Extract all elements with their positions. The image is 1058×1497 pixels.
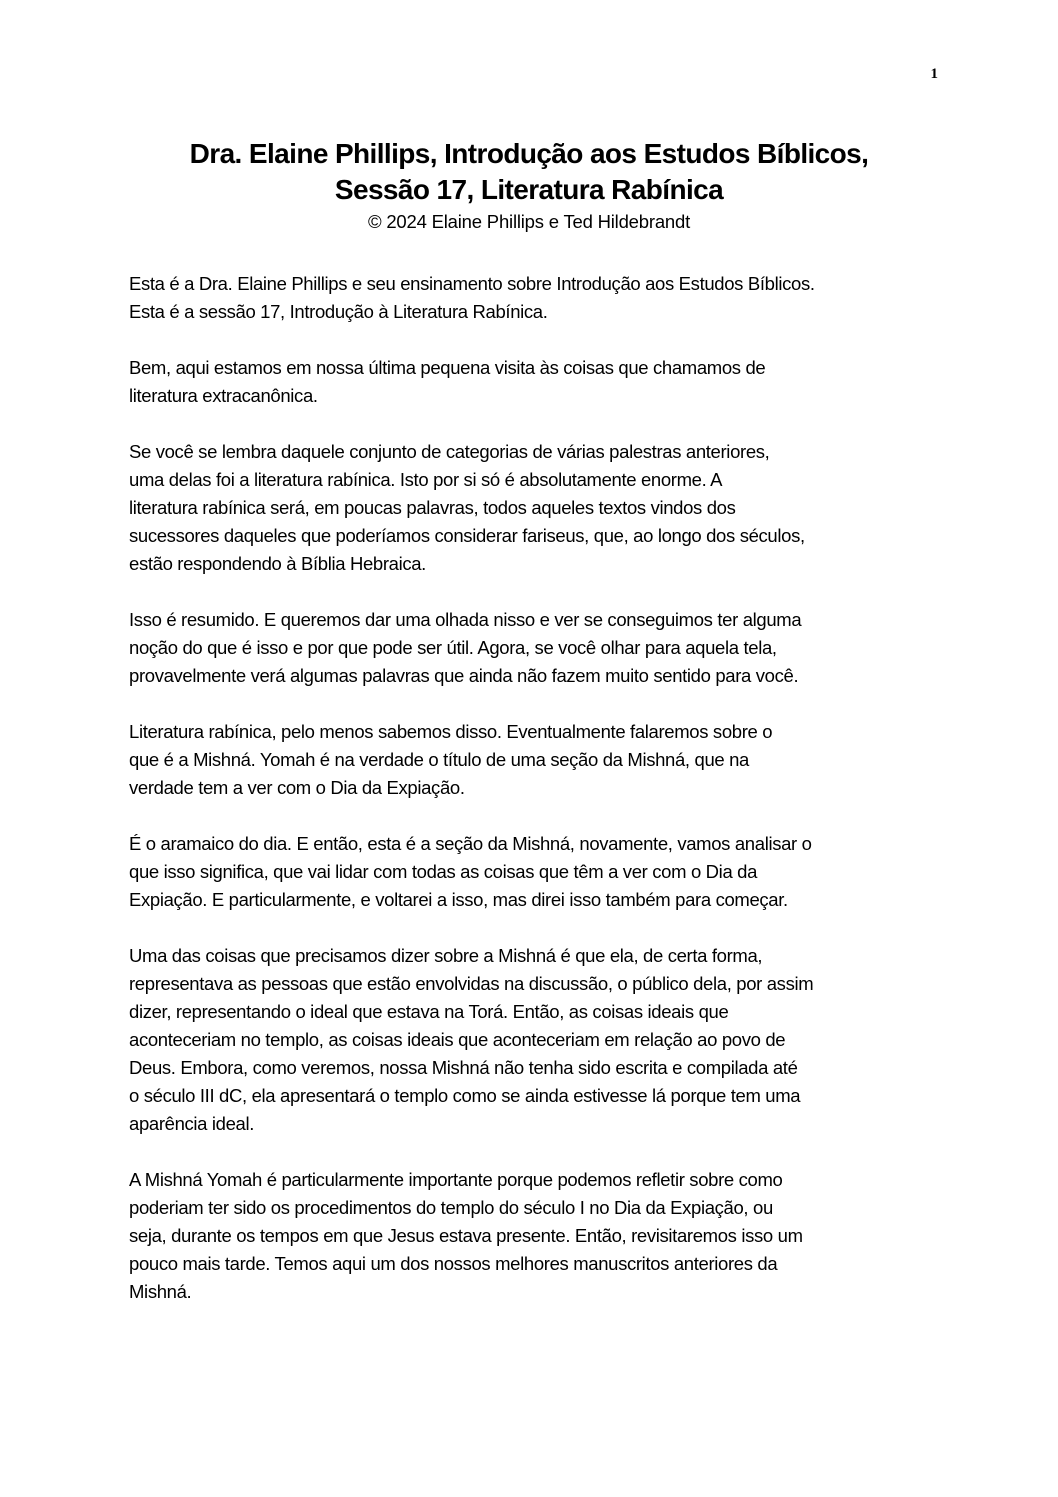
- text-line: Deus. Embora, como veremos, nossa Mishná não tenha sido escrita e compilada até: [129, 1057, 798, 1078]
- text-line: A Mishná Yomah é particularmente importante porque podemos refletir sobre como: [129, 1169, 783, 1190]
- paragraph: [129, 830, 929, 914]
- text-line: Se você se lembra daquele conjunto de categorias de várias palestras anteriores,: [129, 441, 770, 462]
- paragraph: [129, 1166, 929, 1306]
- paragraph: [129, 438, 929, 578]
- text-line: Esta é a sessão 17, Introdução à Literatura Rabínica.: [129, 301, 548, 322]
- copyright-notice: © 2024 Elaine Phillips e Ted Hildebrandt: [367, 211, 691, 232]
- text-line: É o aramaico do dia. E então, esta é a seção da Mishná, novamente, vamos analisar o: [129, 833, 812, 854]
- text-line: seja, durante os tempos em que Jesus estava presente. Então, revisitaremos isso um: [129, 1225, 803, 1246]
- text-line: sucessores daqueles que poderíamos considerar fariseus, que, ao longo dos séculos,: [129, 525, 805, 546]
- text-line: Bem, aqui estamos em nossa última pequena visita às coisas que chamamos de: [129, 357, 766, 378]
- document-body: [129, 270, 929, 1334]
- text-line: aparência ideal.: [129, 1113, 255, 1134]
- text-line: literatura rabínica será, em poucas palavras, todos aqueles textos vindos dos: [129, 497, 736, 518]
- text-line: provavelmente verá algumas palavras que ainda não fazem muito sentido para você.: [129, 665, 799, 686]
- text-line: representava as pessoas que estão envolvidas na discussão, o público dela, por assim: [129, 973, 814, 994]
- paragraph: [129, 942, 929, 1138]
- text-line: dizer, representando o ideal que estava na Torá. Então, as coisas ideais que: [129, 1001, 729, 1022]
- text-line: Esta é a Dra. Elaine Phillips e seu ensinamento sobre Introdução aos Estudos Bíblicos.: [129, 273, 815, 294]
- text-line: aconteceriam no templo, as coisas ideais que aconteceriam em relação ao povo de: [129, 1029, 786, 1050]
- text-line: Uma das coisas que precisamos dizer sobre a Mishná é que ela, de certa forma,: [129, 945, 763, 966]
- paragraph: [129, 606, 929, 690]
- text-line: estão respondendo à Bíblia Hebraica.: [129, 553, 426, 574]
- text-line: noção do que é isso e por que pode ser útil. Agora, se você olhar para aquela tela,: [129, 637, 777, 658]
- document-title-line-1: Dra. Elaine Phillips, Introdução aos Estudos Bíblicos,: [189, 138, 869, 169]
- paragraph: [129, 718, 929, 802]
- paragraph: [129, 270, 929, 326]
- text-line: o século III dC, ela apresentará o templo como se ainda estivesse lá porque tem uma: [129, 1085, 801, 1106]
- text-line: que é a Mishná. Yomah é na verdade o título de uma seção da Mishná, que na: [129, 749, 749, 770]
- text-line: Expiação. E particularmente, e voltarei a isso, mas direi isso também para começar.: [129, 889, 788, 910]
- text-line: poderiam ter sido os procedimentos do templo do século I no Dia da Expiação, ou: [129, 1197, 773, 1218]
- text-line: literatura extracanônica.: [129, 385, 318, 406]
- page-number: 1: [930, 66, 938, 82]
- text-line: uma delas foi a literatura rabínica. Isto por si só é absolutamente enorme. A: [129, 469, 723, 490]
- text-line: pouco mais tarde. Temos aqui um dos nossos melhores manuscritos anteriores da: [129, 1253, 778, 1274]
- text-line: que isso significa, que vai lidar com todas as coisas que têm a ver com o Dia da: [129, 861, 758, 882]
- text-line: Mishná.: [129, 1281, 192, 1302]
- text-line: Isso é resumido. E queremos dar uma olhada nisso e ver se conseguimos ter alguma: [129, 609, 802, 630]
- document-title-line-2: Sessão 17, Literatura Rabínica: [334, 174, 724, 205]
- paragraph: [129, 354, 929, 410]
- text-line: verdade tem a ver com o Dia da Expiação.: [129, 777, 465, 798]
- document-title-block: [80, 136, 978, 235]
- text-line: Literatura rabínica, pelo menos sabemos disso. Eventualmente falaremos sobre o: [129, 721, 773, 742]
